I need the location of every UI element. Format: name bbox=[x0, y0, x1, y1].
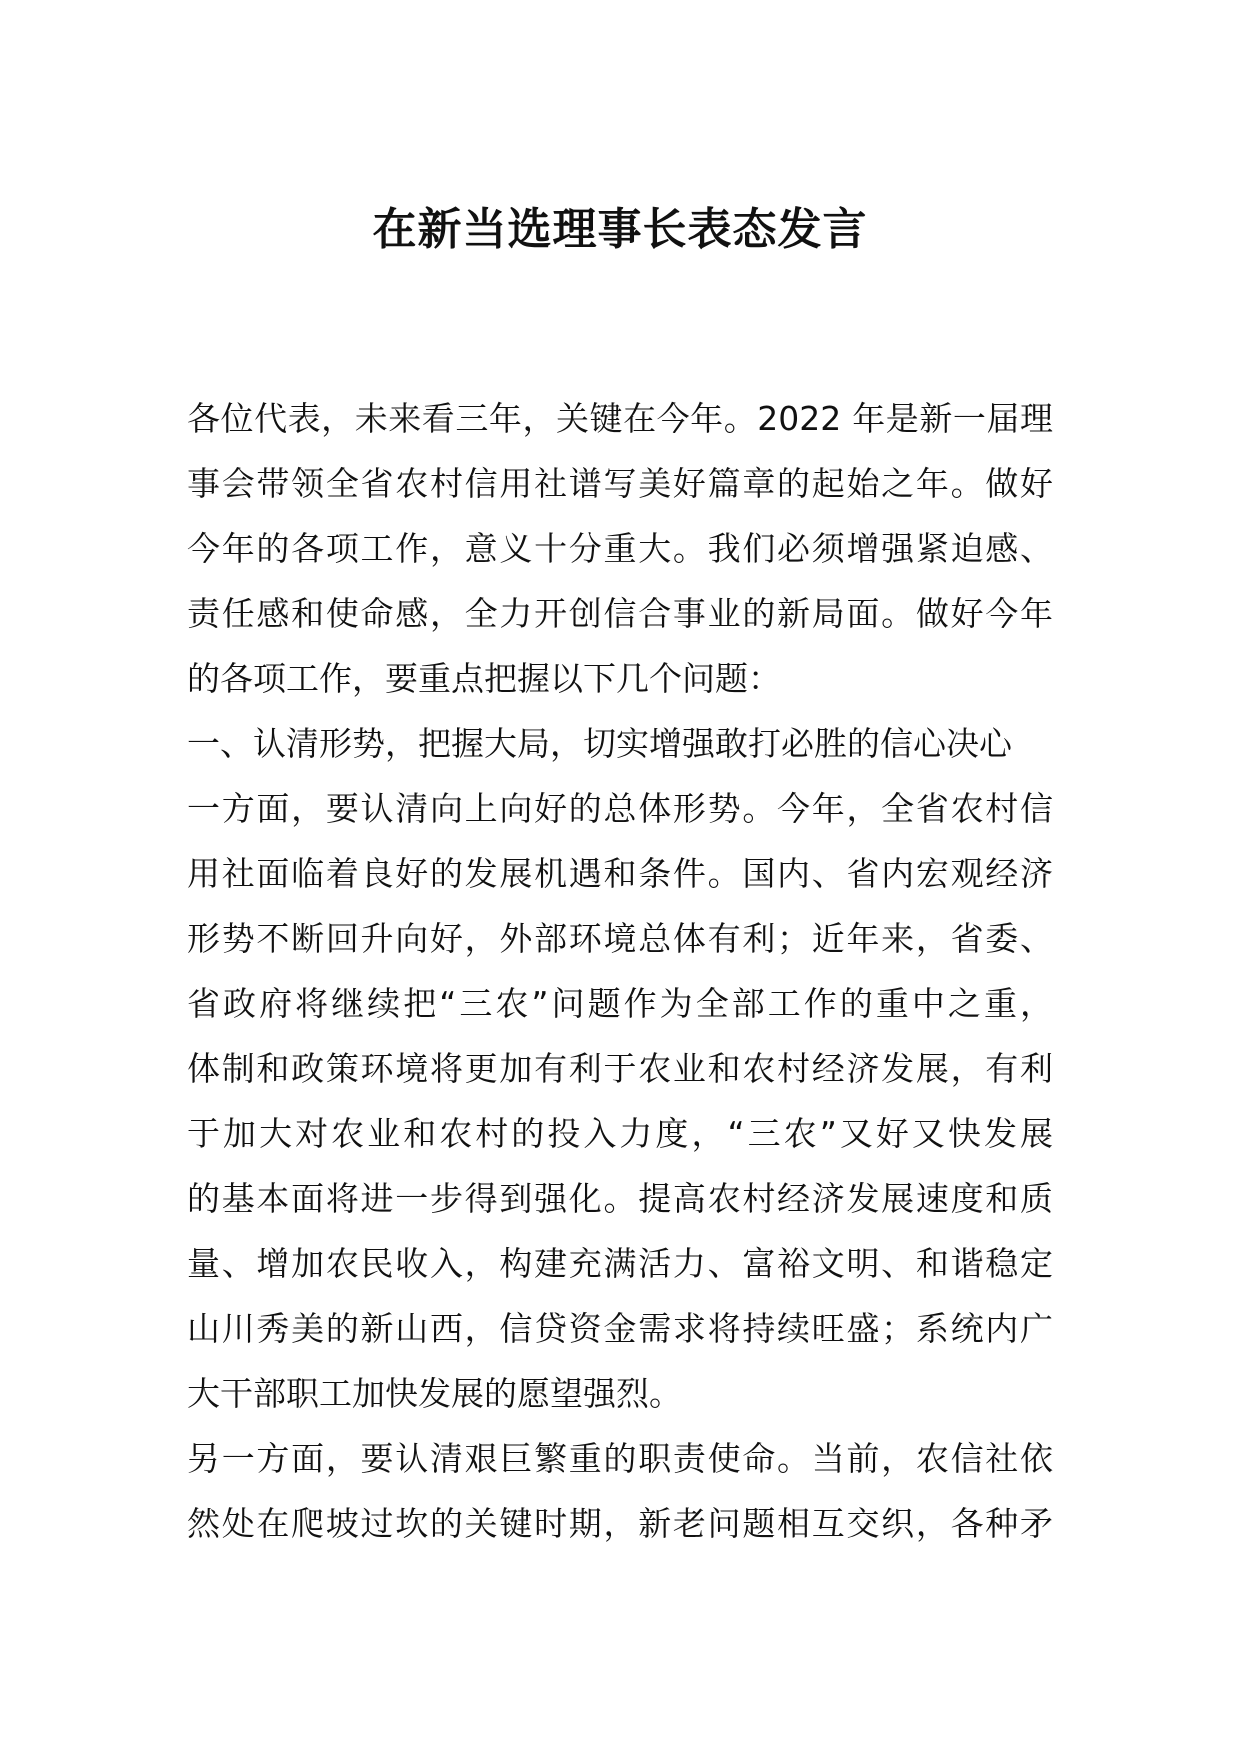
text-line: 体制和政策环境将更加有利于农业和农村经济发展，有利 bbox=[187, 1049, 1053, 1088]
text-line: 责任感和使命感，全力开创信合事业的新局面。做好今年 bbox=[187, 594, 1053, 633]
section-heading: 一、认清形势，把握大局，切实增强敢打必胜的信心决心 bbox=[187, 724, 1012, 763]
text-line: 大干部职工加快发展的愿望强烈。 bbox=[187, 1374, 682, 1413]
text-line: 的各项工作，要重点把握以下几个问题： bbox=[187, 659, 781, 698]
text-line: 省政府将继续把“三农”问题作为全部工作的重中之重， bbox=[187, 984, 1053, 1023]
text-line: 事会带领全省农村信用社谱写美好篇章的起始之年。做好 bbox=[187, 464, 1053, 503]
text-line: 各位代表，未来看三年，关键在今年。2022 年是新一届理 bbox=[187, 399, 1053, 438]
text-line: 另一方面，要认清艰巨繁重的职责使命。当前，农信社依 bbox=[187, 1439, 1053, 1478]
document-body bbox=[187, 386, 1053, 1556]
document-title: 在新当选理事长表态发言 bbox=[372, 204, 868, 255]
text-line: 量、增加农民收入，构建充满活力、富裕文明、和谐稳定 bbox=[187, 1244, 1053, 1283]
text-line: 今年的各项工作，意义十分重大。我们必须增强紧迫感、 bbox=[187, 529, 1053, 568]
text-line: 然处在爬坡过坎的关键时期，新老问题相互交织，各种矛 bbox=[187, 1504, 1053, 1543]
text-line: 于加大对农业和农村的投入力度，“三农”又好又快发展 bbox=[187, 1114, 1053, 1153]
text-line: 用社面临着良好的发展机遇和条件。国内、省内宏观经济 bbox=[187, 854, 1053, 893]
text-line: 一方面，要认清向上向好的总体形势。今年，全省农村信 bbox=[187, 789, 1053, 828]
text-line: 形势不断回升向好，外部环境总体有利；近年来，省委、 bbox=[187, 919, 1053, 958]
text-line: 的基本面将进一步得到强化。提高农村经济发展速度和质 bbox=[187, 1179, 1053, 1218]
text-line: 山川秀美的新山西，信贷资金需求将持续旺盛；系统内广 bbox=[187, 1309, 1053, 1348]
